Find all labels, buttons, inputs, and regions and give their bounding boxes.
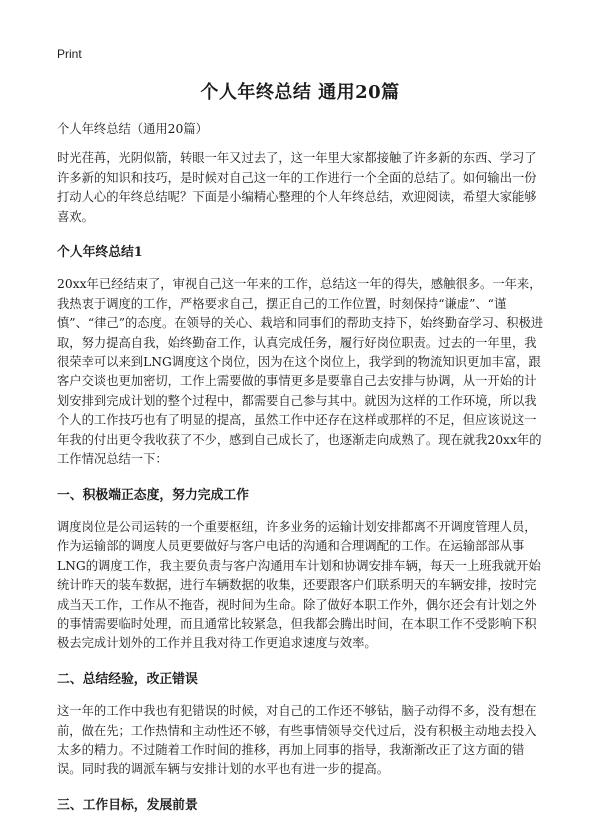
heading-3: 三、工作目标，发展前景	[57, 797, 198, 813]
heading-1: 一、积极端正态度，努力完成工作	[57, 487, 249, 503]
paragraph-2: 这一年的工作中我也有犯错误的时候，对自己的工作还不够钻，脑子动得不多，没有想在前，做在先；工作热情和主动性还不够，有些事情领导交代过后，没有积极主动地去投入太多的精力。不过随着工作时间的推移，再加上同事的指导，我渐渐改正了这方面的错误。同时我的调派车辆与安排计划的水平也有进一步的提高。	[57, 704, 537, 777]
print-link[interactable]: Print	[57, 47, 82, 61]
document-subtitle: 个人年终总结（通用20篇）	[57, 122, 208, 136]
document-body	[57, 120, 547, 828]
paragraph-1: 调度岗位是公司运转的一个重要枢纽，许多业务的运输计划安排都离不开调度管理人员，作为运输部的调度人员更要做好与客户电话的沟通和合理调配的工作。在运输部部从事LNG的调度工作，我主要负责与客户沟通用车计划和协调安排车辆，每天一上班我就开始统计昨天的装车数据，进行车辆数据的收集，还要跟客户们联系明天的车辆安排，按时完成当天工作，工作从不拖沓，视时间为生命。除了做好本职工作外，偶尔还会有计划之外的事情需要临时处理，而且通常比较紧急，但我都会腾出时间，在本职工作不受影响下积极去完成计划外的工作并且我对待工作更追求速度与效率。	[57, 519, 541, 651]
section-title: 个人年终总结1	[57, 245, 143, 261]
section-intro-paragraph: 20xx年已经结束了，审视自己这一年来的工作，总结这一年的得失，感触很多。一年来，我热衷于调度的工作，严格要求自己，摆正自己的工作位置，时刻保持“谦虚”、“谨慎”、“律己”的态度。在领导的关心、栽培和同事们的帮助支持下，始终勤奋学习、积极进取，努力提高自我，始终勤奋工作，认真完成任务，履行好岗位职责。过去的一年里，我很荣幸可以来到LNG调度这个岗位，因为在这个岗位上，我学到的物流知识更加丰富，跟客户交谈也更加密切，工作上需要做的事情更多是要靠自己去安排与协调，从一开始的计划安排到完成计划的整个过程中，都需要自己参与其中。就因为这样的工作环境，所以我个人的工作技巧也有了明显的提高，虽然工作中还存在这样或那样的不足，但应该说这一年我的付出更令我收获了不少，感到自己成长了，也逐渐走向成熟了。现在就我20xx年的工作情况总结一下：	[57, 277, 544, 467]
document-title: 个人年终总结 通用20篇	[200, 82, 400, 103]
intro-paragraph: 时光荏苒，光阴似箭，转眼一年又过去了，这一年里大家都接触了许多新的东西、学习了许多新的知识和技巧，是时候对自己这一年的工作进行一个全面的总结了。如何输出一份打动人心的年终总结呢？下面是小编精心整理的个人年终总结，欢迎阅读，希望大家能够喜欢。	[57, 151, 537, 224]
heading-2: 二、总结经验，改正错误	[57, 671, 198, 687]
